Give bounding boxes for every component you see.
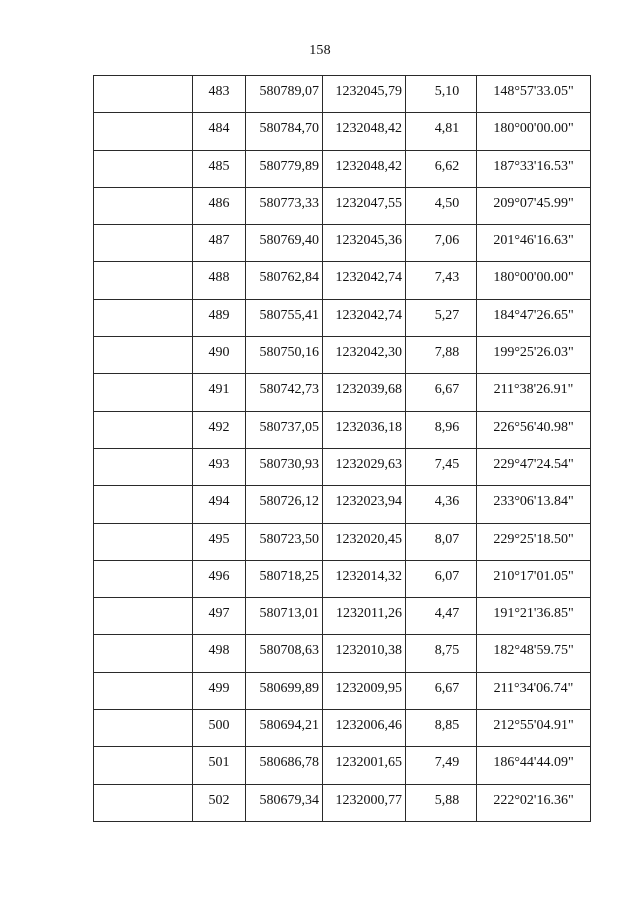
distance-cell-text: 6,67 xyxy=(434,382,460,398)
distance-cell xyxy=(406,262,477,299)
point-number-cell-text: 492 xyxy=(208,419,230,435)
table-row xyxy=(94,299,591,336)
point-number-cell xyxy=(193,710,246,747)
table-row xyxy=(94,76,591,113)
y-coordinate-cell xyxy=(323,76,406,113)
blank-cell xyxy=(94,523,193,560)
angle-cell-text: 233°06'13.84" xyxy=(493,494,574,510)
angle-cell-text: 210°17'01.05" xyxy=(493,568,574,584)
x-coordinate-cell xyxy=(246,76,323,113)
y-coordinate-cell-text: 1232045,36 xyxy=(335,233,402,249)
y-coordinate-cell xyxy=(323,523,406,560)
angle-cell-text: 184°47'26.65" xyxy=(493,307,574,323)
point-number-cell xyxy=(193,560,246,597)
point-number-cell-text: 489 xyxy=(208,307,230,323)
distance-cell xyxy=(406,747,477,784)
angle-cell-text: 180°00'00.00" xyxy=(493,270,574,286)
y-coordinate-cell-text: 1232036,18 xyxy=(335,419,402,435)
angle-cell-text: 212°55'04.91" xyxy=(493,718,574,734)
x-coordinate-cell xyxy=(246,448,323,485)
angle-cell xyxy=(477,225,591,262)
distance-cell xyxy=(406,225,477,262)
point-number-cell-text: 496 xyxy=(208,568,230,584)
x-coordinate-cell xyxy=(246,747,323,784)
x-coordinate-cell-text: 580730,93 xyxy=(259,456,319,472)
coordinates-table xyxy=(93,75,591,822)
point-number-cell xyxy=(193,784,246,821)
angle-cell xyxy=(477,374,591,411)
distance-cell xyxy=(406,374,477,411)
distance-cell-text: 8,07 xyxy=(434,531,460,547)
x-coordinate-cell xyxy=(246,598,323,635)
distance-cell xyxy=(406,76,477,113)
point-number-cell xyxy=(193,486,246,523)
point-number-cell xyxy=(193,299,246,336)
angle-cell xyxy=(477,187,591,224)
angle-cell xyxy=(477,113,591,150)
distance-cell-text: 8,96 xyxy=(434,419,460,435)
point-number-cell xyxy=(193,411,246,448)
x-coordinate-cell xyxy=(246,784,323,821)
y-coordinate-cell-text: 1232011,26 xyxy=(336,606,402,622)
blank-cell xyxy=(94,374,193,411)
angle-cell xyxy=(477,486,591,523)
distance-cell xyxy=(406,337,477,374)
distance-cell xyxy=(406,113,477,150)
y-coordinate-cell xyxy=(323,374,406,411)
table-row xyxy=(94,747,591,784)
blank-cell xyxy=(94,187,193,224)
x-coordinate-cell-text: 580762,84 xyxy=(259,270,319,286)
point-number-cell-text: 498 xyxy=(208,643,230,659)
y-coordinate-cell xyxy=(323,747,406,784)
table-row xyxy=(94,672,591,709)
distance-cell xyxy=(406,448,477,485)
y-coordinate-cell xyxy=(323,784,406,821)
angle-cell-text: 187°33'16.53" xyxy=(493,158,574,174)
x-coordinate-cell xyxy=(246,262,323,299)
y-coordinate-cell-text: 1232047,55 xyxy=(335,195,402,211)
point-number-cell xyxy=(193,150,246,187)
x-coordinate-cell-text: 580679,34 xyxy=(259,792,319,808)
y-coordinate-cell xyxy=(323,225,406,262)
angle-cell xyxy=(477,598,591,635)
point-number-cell xyxy=(193,76,246,113)
y-coordinate-cell-text: 1232042,74 xyxy=(335,307,402,323)
y-coordinate-cell xyxy=(323,448,406,485)
x-coordinate-cell xyxy=(246,635,323,672)
x-coordinate-cell-text: 580789,07 xyxy=(259,84,319,99)
point-number-cell-text: 491 xyxy=(208,382,230,398)
angle-cell xyxy=(477,710,591,747)
y-coordinate-cell xyxy=(323,411,406,448)
angle-cell xyxy=(477,635,591,672)
y-coordinate-cell xyxy=(323,299,406,336)
distance-cell-text: 8,85 xyxy=(434,718,460,734)
point-number-cell-text: 486 xyxy=(208,195,230,211)
x-coordinate-cell xyxy=(246,374,323,411)
angle-cell-text: 180°00'00.00" xyxy=(493,121,574,137)
angle-cell-text: 148°57'33.05" xyxy=(493,84,574,99)
distance-cell xyxy=(406,635,477,672)
angle-cell-text: 201°46'16.63" xyxy=(493,233,574,249)
point-number-cell-text: 495 xyxy=(208,531,230,547)
distance-cell-text: 8,75 xyxy=(434,643,460,659)
angle-cell-text: 211°34'06.74" xyxy=(493,680,574,696)
y-coordinate-cell-text: 1232009,95 xyxy=(335,680,402,696)
distance-cell xyxy=(406,523,477,560)
distance-cell-text: 7,49 xyxy=(434,755,460,771)
y-coordinate-cell-text: 1232006,46 xyxy=(335,718,402,734)
x-coordinate-cell-text: 580779,89 xyxy=(259,158,319,174)
point-number-cell-text: 499 xyxy=(208,680,230,696)
x-coordinate-cell xyxy=(246,486,323,523)
angle-cell xyxy=(477,411,591,448)
distance-cell xyxy=(406,150,477,187)
x-coordinate-cell-text: 580718,25 xyxy=(259,568,319,584)
distance-cell-text: 7,45 xyxy=(434,456,460,472)
angle-cell xyxy=(477,784,591,821)
y-coordinate-cell xyxy=(323,672,406,709)
angle-cell xyxy=(477,560,591,597)
point-number-cell-text: 490 xyxy=(208,345,230,361)
angle-cell-text: 222°02'16.36" xyxy=(493,792,574,808)
angle-cell-text: 186°44'44.09" xyxy=(493,755,574,771)
distance-cell xyxy=(406,411,477,448)
point-number-cell xyxy=(193,598,246,635)
point-number-cell xyxy=(193,747,246,784)
point-number-cell-text: 501 xyxy=(208,755,230,771)
blank-cell xyxy=(94,747,193,784)
distance-cell xyxy=(406,299,477,336)
blank-cell xyxy=(94,225,193,262)
distance-cell-text: 7,43 xyxy=(434,270,460,286)
blank-cell xyxy=(94,337,193,374)
x-coordinate-cell-text: 580737,05 xyxy=(259,419,319,435)
blank-cell xyxy=(94,784,193,821)
x-coordinate-cell-text: 580699,89 xyxy=(259,680,319,696)
x-coordinate-cell xyxy=(246,411,323,448)
x-coordinate-cell xyxy=(246,523,323,560)
coordinates-table-body xyxy=(94,76,591,822)
distance-cell xyxy=(406,672,477,709)
blank-cell xyxy=(94,560,193,597)
blank-cell xyxy=(94,262,193,299)
x-coordinate-cell-text: 580686,78 xyxy=(259,755,319,771)
table-row xyxy=(94,448,591,485)
point-number-cell-text: 485 xyxy=(208,158,230,174)
table-row xyxy=(94,225,591,262)
distance-cell xyxy=(406,560,477,597)
x-coordinate-cell-text: 580713,01 xyxy=(259,606,319,622)
point-number-cell xyxy=(193,337,246,374)
angle-cell-text: 199°25'26.03" xyxy=(493,345,574,361)
blank-cell xyxy=(94,448,193,485)
distance-cell-text: 5,10 xyxy=(434,84,460,99)
angle-cell-text: 182°48'59.75" xyxy=(493,643,574,659)
distance-cell-text: 6,07 xyxy=(434,568,460,584)
distance-cell-text: 5,27 xyxy=(434,307,460,323)
point-number-cell xyxy=(193,523,246,560)
point-number-cell xyxy=(193,262,246,299)
y-coordinate-cell xyxy=(323,337,406,374)
table-row xyxy=(94,150,591,187)
y-coordinate-cell-text: 1232048,42 xyxy=(335,158,402,174)
blank-cell xyxy=(94,299,193,336)
table-row xyxy=(94,784,591,821)
point-number-cell xyxy=(193,225,246,262)
point-number-cell-text: 483 xyxy=(208,84,230,99)
table-row xyxy=(94,113,591,150)
point-number-cell-text: 502 xyxy=(208,792,230,808)
y-coordinate-cell-text: 1232042,30 xyxy=(335,345,402,361)
y-coordinate-cell xyxy=(323,187,406,224)
point-number-cell-text: 493 xyxy=(208,456,230,472)
point-number-cell xyxy=(193,113,246,150)
angle-cell-text: 211°38'26.91" xyxy=(493,382,574,398)
y-coordinate-cell xyxy=(323,486,406,523)
table-row xyxy=(94,486,591,523)
angle-cell xyxy=(477,747,591,784)
table-row xyxy=(94,598,591,635)
x-coordinate-cell xyxy=(246,337,323,374)
x-coordinate-cell-text: 580708,63 xyxy=(259,643,319,659)
point-number-cell-text: 488 xyxy=(208,270,230,286)
distance-cell-text: 6,62 xyxy=(434,158,460,174)
blank-cell xyxy=(94,76,193,113)
angle-cell-text: 191°21'36.85" xyxy=(493,606,574,622)
x-coordinate-cell xyxy=(246,225,323,262)
x-coordinate-cell xyxy=(246,187,323,224)
x-coordinate-cell-text: 580694,21 xyxy=(259,718,319,734)
angle-cell xyxy=(477,150,591,187)
distance-cell-text: 7,06 xyxy=(434,233,460,249)
distance-cell xyxy=(406,784,477,821)
angle-cell xyxy=(477,523,591,560)
y-coordinate-cell xyxy=(323,710,406,747)
x-coordinate-cell-text: 580723,50 xyxy=(259,531,319,547)
x-coordinate-cell-text: 580773,33 xyxy=(259,195,319,211)
distance-cell xyxy=(406,598,477,635)
y-coordinate-cell-text: 1232042,74 xyxy=(335,270,402,286)
table-row xyxy=(94,560,591,597)
angle-cell-text: 226°56'40.98" xyxy=(493,419,574,435)
angle-cell xyxy=(477,299,591,336)
blank-cell xyxy=(94,710,193,747)
y-coordinate-cell xyxy=(323,262,406,299)
y-coordinate-cell-text: 1232014,32 xyxy=(335,568,402,584)
distance-cell-text: 5,88 xyxy=(434,792,460,808)
point-number-cell-text: 500 xyxy=(208,718,230,734)
x-coordinate-cell-text: 580726,12 xyxy=(259,494,319,510)
y-coordinate-cell-text: 1232045,79 xyxy=(335,84,402,99)
y-coordinate-cell-text: 1232000,77 xyxy=(335,792,402,808)
y-coordinate-cell xyxy=(323,635,406,672)
blank-cell xyxy=(94,598,193,635)
point-number-cell xyxy=(193,448,246,485)
x-coordinate-cell xyxy=(246,710,323,747)
x-coordinate-cell-text: 580769,40 xyxy=(259,233,319,249)
table-row xyxy=(94,187,591,224)
y-coordinate-cell-text: 1232001,65 xyxy=(335,755,402,771)
point-number-cell-text: 497 xyxy=(208,606,230,622)
table-row xyxy=(94,337,591,374)
distance-cell-text: 4,50 xyxy=(434,195,460,211)
x-coordinate-cell xyxy=(246,299,323,336)
blank-cell xyxy=(94,411,193,448)
table-row xyxy=(94,523,591,560)
y-coordinate-cell xyxy=(323,150,406,187)
point-number-cell xyxy=(193,187,246,224)
y-coordinate-cell xyxy=(323,598,406,635)
angle-cell xyxy=(477,337,591,374)
distance-cell xyxy=(406,710,477,747)
blank-cell xyxy=(94,150,193,187)
distance-cell-text: 6,67 xyxy=(434,680,460,696)
y-coordinate-cell xyxy=(323,560,406,597)
x-coordinate-cell xyxy=(246,560,323,597)
table-row xyxy=(94,411,591,448)
coordinates-table-wrapper xyxy=(93,75,591,822)
point-number-cell-text: 487 xyxy=(208,233,230,249)
x-coordinate-cell xyxy=(246,150,323,187)
distance-cell xyxy=(406,187,477,224)
blank-cell xyxy=(94,672,193,709)
distance-cell-text: 4,81 xyxy=(434,121,460,137)
x-coordinate-cell xyxy=(246,672,323,709)
table-row xyxy=(94,262,591,299)
distance-cell-text: 7,88 xyxy=(434,345,460,361)
table-row xyxy=(94,710,591,747)
x-coordinate-cell-text: 580784,70 xyxy=(259,121,319,137)
y-coordinate-cell-text: 1232010,38 xyxy=(335,643,402,659)
blank-cell xyxy=(94,486,193,523)
blank-cell xyxy=(94,635,193,672)
point-number-cell-text: 494 xyxy=(208,494,230,510)
x-coordinate-cell-text: 580742,73 xyxy=(259,382,319,398)
angle-cell xyxy=(477,448,591,485)
point-number-cell xyxy=(193,635,246,672)
angle-cell xyxy=(477,76,591,113)
distance-cell-text: 4,36 xyxy=(434,494,460,510)
y-coordinate-cell xyxy=(323,113,406,150)
point-number-cell xyxy=(193,374,246,411)
distance-cell-text: 4,47 xyxy=(434,606,460,622)
table-row xyxy=(94,635,591,672)
angle-cell xyxy=(477,262,591,299)
blank-cell xyxy=(94,113,193,150)
point-number-cell xyxy=(193,672,246,709)
y-coordinate-cell-text: 1232039,68 xyxy=(335,382,402,398)
y-coordinate-cell-text: 1232029,63 xyxy=(335,456,402,472)
y-coordinate-cell-text: 1232048,42 xyxy=(335,121,402,137)
y-coordinate-cell-text: 1232020,45 xyxy=(335,531,402,547)
y-coordinate-cell-text: 1232023,94 xyxy=(335,494,402,510)
angle-cell xyxy=(477,672,591,709)
x-coordinate-cell xyxy=(246,113,323,150)
point-number-cell-text: 484 xyxy=(208,121,230,137)
angle-cell-text: 209°07'45.99" xyxy=(493,195,574,211)
x-coordinate-cell-text: 580750,16 xyxy=(259,345,319,361)
x-coordinate-cell-text: 580755,41 xyxy=(259,307,319,323)
page-number: 158 xyxy=(309,43,331,58)
distance-cell xyxy=(406,486,477,523)
table-row xyxy=(94,374,591,411)
angle-cell-text: 229°25'18.50" xyxy=(493,531,574,547)
angle-cell-text: 229°47'24.54" xyxy=(493,456,574,472)
